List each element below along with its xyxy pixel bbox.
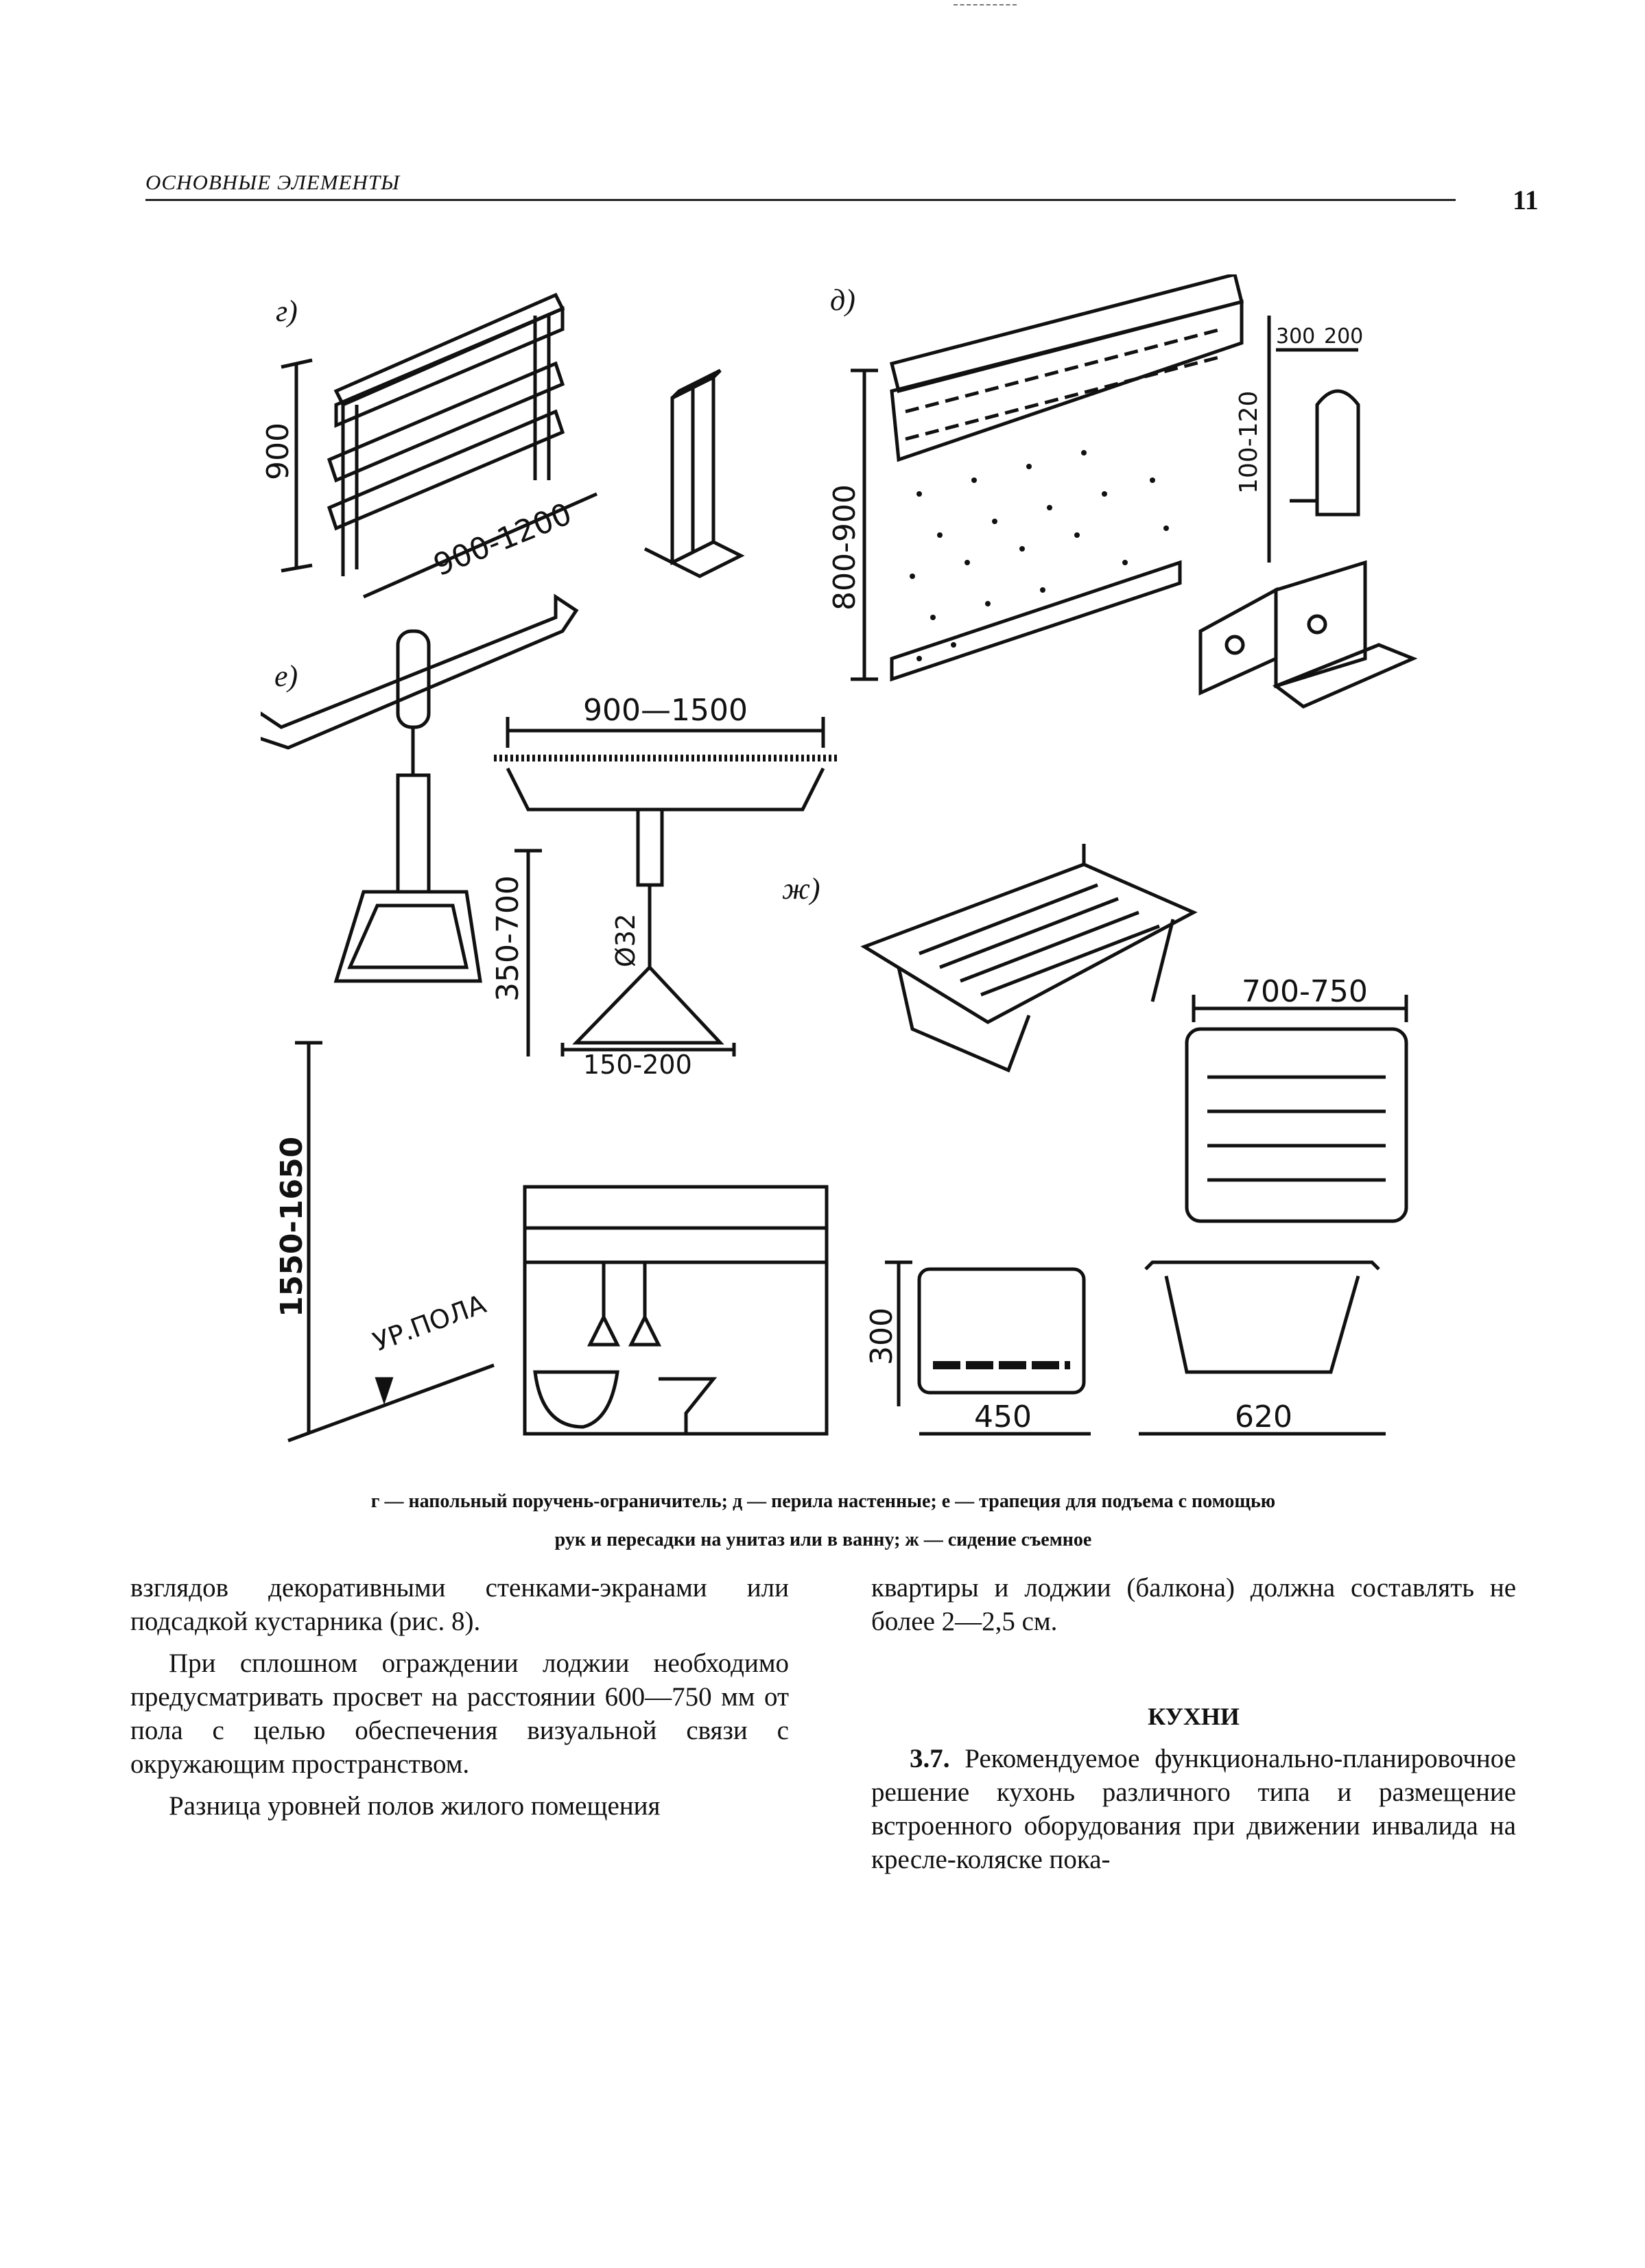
label-zh: ж) xyxy=(782,872,820,906)
dim-g-height: 900 xyxy=(261,423,296,480)
removable-seat-drawing xyxy=(782,844,1406,1434)
dim-e-width: 150-200 xyxy=(583,1050,692,1080)
floor-handrail-drawing xyxy=(261,294,741,597)
dim-zh-height: 300 xyxy=(864,1308,899,1365)
dim-g-length: 900-1200 xyxy=(429,496,577,584)
dim-e-height-floor: 1550-1650 xyxy=(274,1136,309,1317)
dim-zh-depth: 450 xyxy=(974,1399,1032,1434)
right-paragraph-1: квартиры и лоджии (балкона) должна составлять не более 2—2,5 см. xyxy=(871,1573,1516,1636)
dim-d-height: 800-900 xyxy=(827,484,862,611)
section-heading-kitchens: КУХНИ xyxy=(1148,1703,1240,1730)
figure-illustration xyxy=(261,274,1427,1468)
label-d: д) xyxy=(830,283,855,317)
running-header: ОСНОВНЫЕ ЭЛЕМЕНТЫ xyxy=(145,170,401,194)
figure-caption-line-1: г — напольный поручень-ограничитель; д — перила настенные; е — трапеция для подъема с помощью xyxy=(370,1491,1276,1512)
left-paragraph-1: взглядов декоративными стенками-экранами или подсадкой кустарника (рис. 8). xyxy=(130,1573,789,1636)
wall-rail-drawing xyxy=(827,274,1413,707)
dim-d-top-b: 200 xyxy=(1324,324,1364,349)
dim-e-diameter: Ø32 xyxy=(611,913,641,967)
left-text-column xyxy=(130,1571,789,1823)
dim-zh-length: 620 xyxy=(1235,1399,1292,1434)
scan-mark xyxy=(954,4,1017,8)
dim-e-drop: 350-700 xyxy=(490,875,525,1002)
dim-e-span: 900—1500 xyxy=(583,693,748,728)
page-number: 11 xyxy=(1513,185,1539,215)
figure-caption-line-2: рук и пересадки на унитаз или в ванну; ж — сидение съемное xyxy=(554,1529,1092,1550)
label-e: е) xyxy=(274,659,298,693)
left-paragraph-3: Разница уровней полов жилого помещения xyxy=(169,1791,661,1821)
trapeze-drawing xyxy=(261,597,837,1441)
dim-d-top-a: 300 xyxy=(1276,324,1316,349)
right-text-column xyxy=(871,1571,1516,1876)
dim-zh-width: 700-750 xyxy=(1242,974,1368,1009)
clause-text: Рекомендуемое функционально-планировочное решение кухонь различного типа и размещение встроенного оборудования при движении инвалида на кресле-коляске пока- xyxy=(871,1744,1516,1874)
clause-number: 3.7. xyxy=(910,1744,950,1773)
label-floor-level: УР.ПОЛА xyxy=(369,1288,490,1358)
header-rule xyxy=(145,199,1456,201)
right-paragraph-2 xyxy=(871,1742,1516,1876)
dim-d-offset: 100-120 xyxy=(1235,390,1263,494)
label-g: г) xyxy=(276,294,298,328)
left-paragraph-2: При сплошном ограждении лоджии необходимо предусматривать просвет на расстоянии 600—750 мм от пола с целью обеспечения визуальной связи с окружающим пространством. xyxy=(130,1649,789,1779)
